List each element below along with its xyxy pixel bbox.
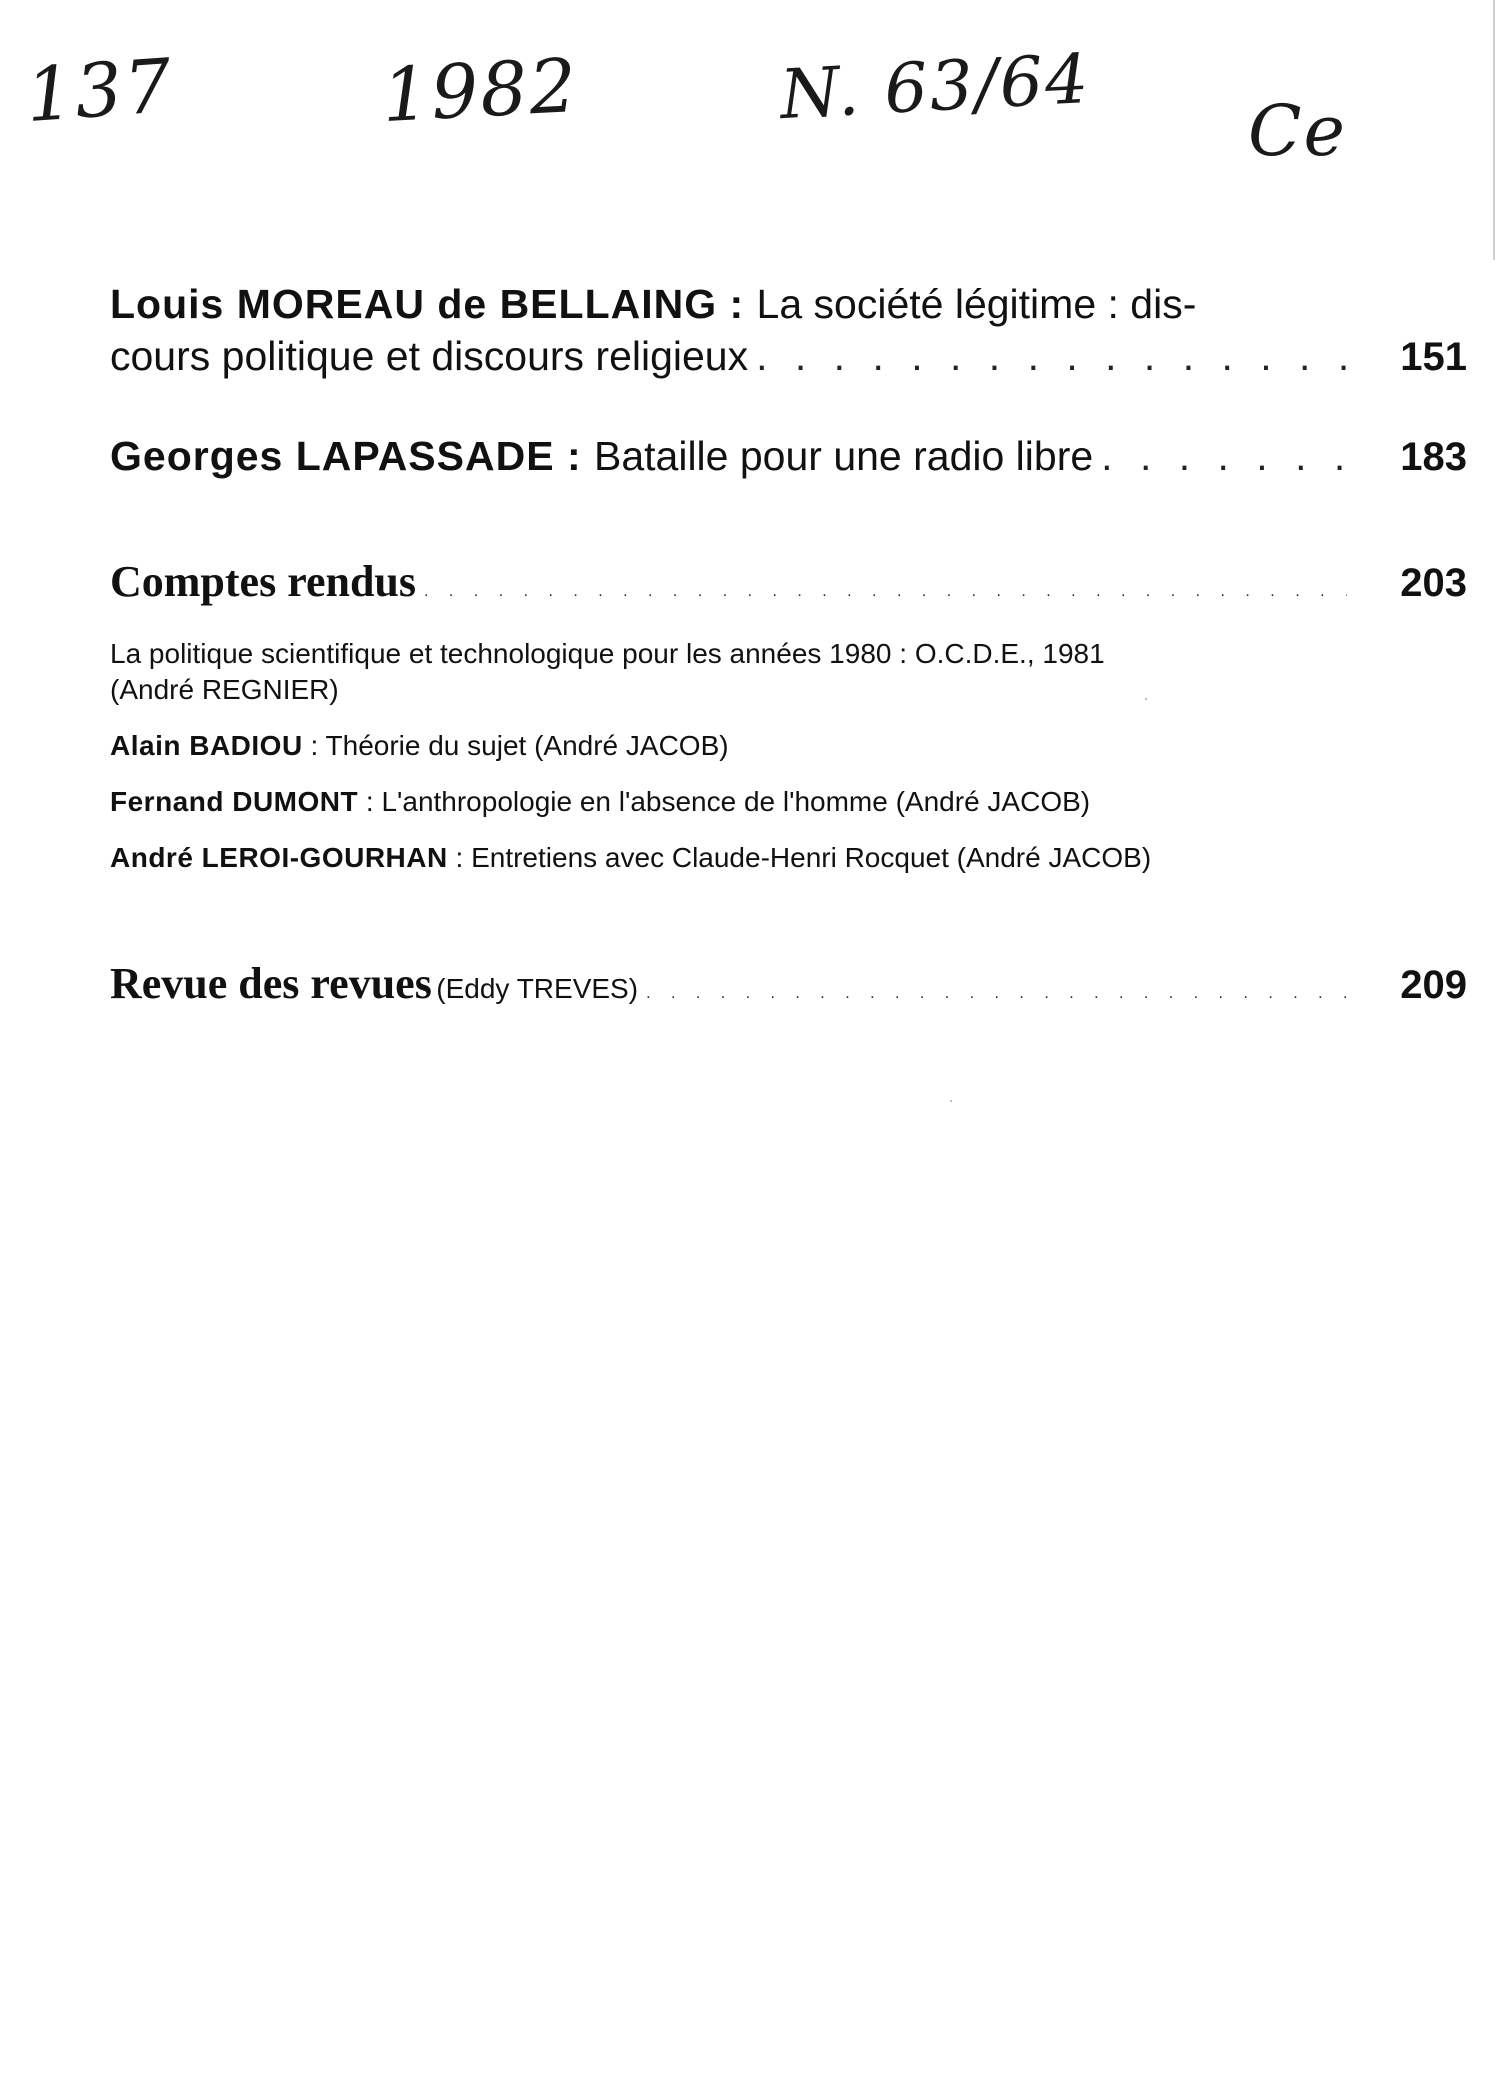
list-item [110, 728, 1350, 764]
list-item [110, 636, 1350, 708]
entry-text [110, 958, 638, 1009]
review-reviewer: (André REGNIER) [110, 674, 339, 705]
toc-section-comptes-rendus[interactable] [110, 556, 1467, 607]
entry-separator: : [554, 433, 594, 479]
section-heading: Revue des revues [110, 959, 432, 1008]
handwritten-issue: N. 63/64 [778, 39, 1093, 136]
handwritten-year: 1982 [379, 42, 581, 140]
dot-leader [1101, 430, 1347, 482]
list-item [110, 784, 1350, 820]
review-title: : Théorie du sujet (André JACOB) [302, 730, 729, 761]
section-editor: (Eddy TREVES) [436, 973, 639, 1004]
review-title: : Entretiens avec Claude-Henri Rocquet (André JACOB) [447, 842, 1152, 873]
toc-entry-line1 [110, 278, 1467, 330]
toc-entry-line2 [110, 330, 1467, 383]
page-number: 209 [1400, 963, 1467, 1007]
review-title: : L'anthropologie en l'absence de l'homme (André JACOB) [358, 786, 1091, 817]
scan-edge-line [1493, 0, 1495, 260]
entry-author: Georges LAPASSADE [110, 433, 555, 479]
dot-leader [646, 985, 1347, 1003]
entry-author: Louis MOREAU de BELLAING [110, 281, 718, 327]
comptes-rendus-list [110, 636, 1350, 896]
review-author: André LEROI-GOURHAN [110, 842, 448, 873]
entry-text [110, 430, 1093, 482]
review-author: Alain BADIOU [110, 730, 303, 761]
toc-entry-lapassade[interactable] [110, 430, 1467, 483]
toc-entry-moreau[interactable] [110, 278, 1467, 383]
handwritten-number: 137 [23, 42, 177, 140]
page-number: 203 [1400, 561, 1467, 605]
review-title: La politique scientifique et technologique pour les années 1980 [110, 638, 892, 669]
toc-section-revue-des-revues[interactable] [110, 958, 1467, 1009]
page-number: 183 [1400, 435, 1467, 479]
entry-title: Bataille pour une radio libre [594, 433, 1094, 479]
scan-speck [950, 1100, 952, 1102]
dot-leader [424, 583, 1347, 601]
review-author: Fernand DUMONT [110, 786, 359, 817]
review-source: : O.C.D.E., 1981 [891, 638, 1105, 669]
handwritten-mark: Ce [1248, 90, 1347, 172]
page-number: 151 [1400, 335, 1467, 379]
section-heading: Comptes rendus [110, 557, 417, 606]
dot-leader [756, 330, 1347, 382]
entry-title-line1: La société légitime : dis- [756, 281, 1197, 327]
list-item [110, 840, 1350, 876]
entry-separator: : [717, 281, 757, 327]
entry-title-line2: cours politique et discours religieux [110, 333, 749, 379]
